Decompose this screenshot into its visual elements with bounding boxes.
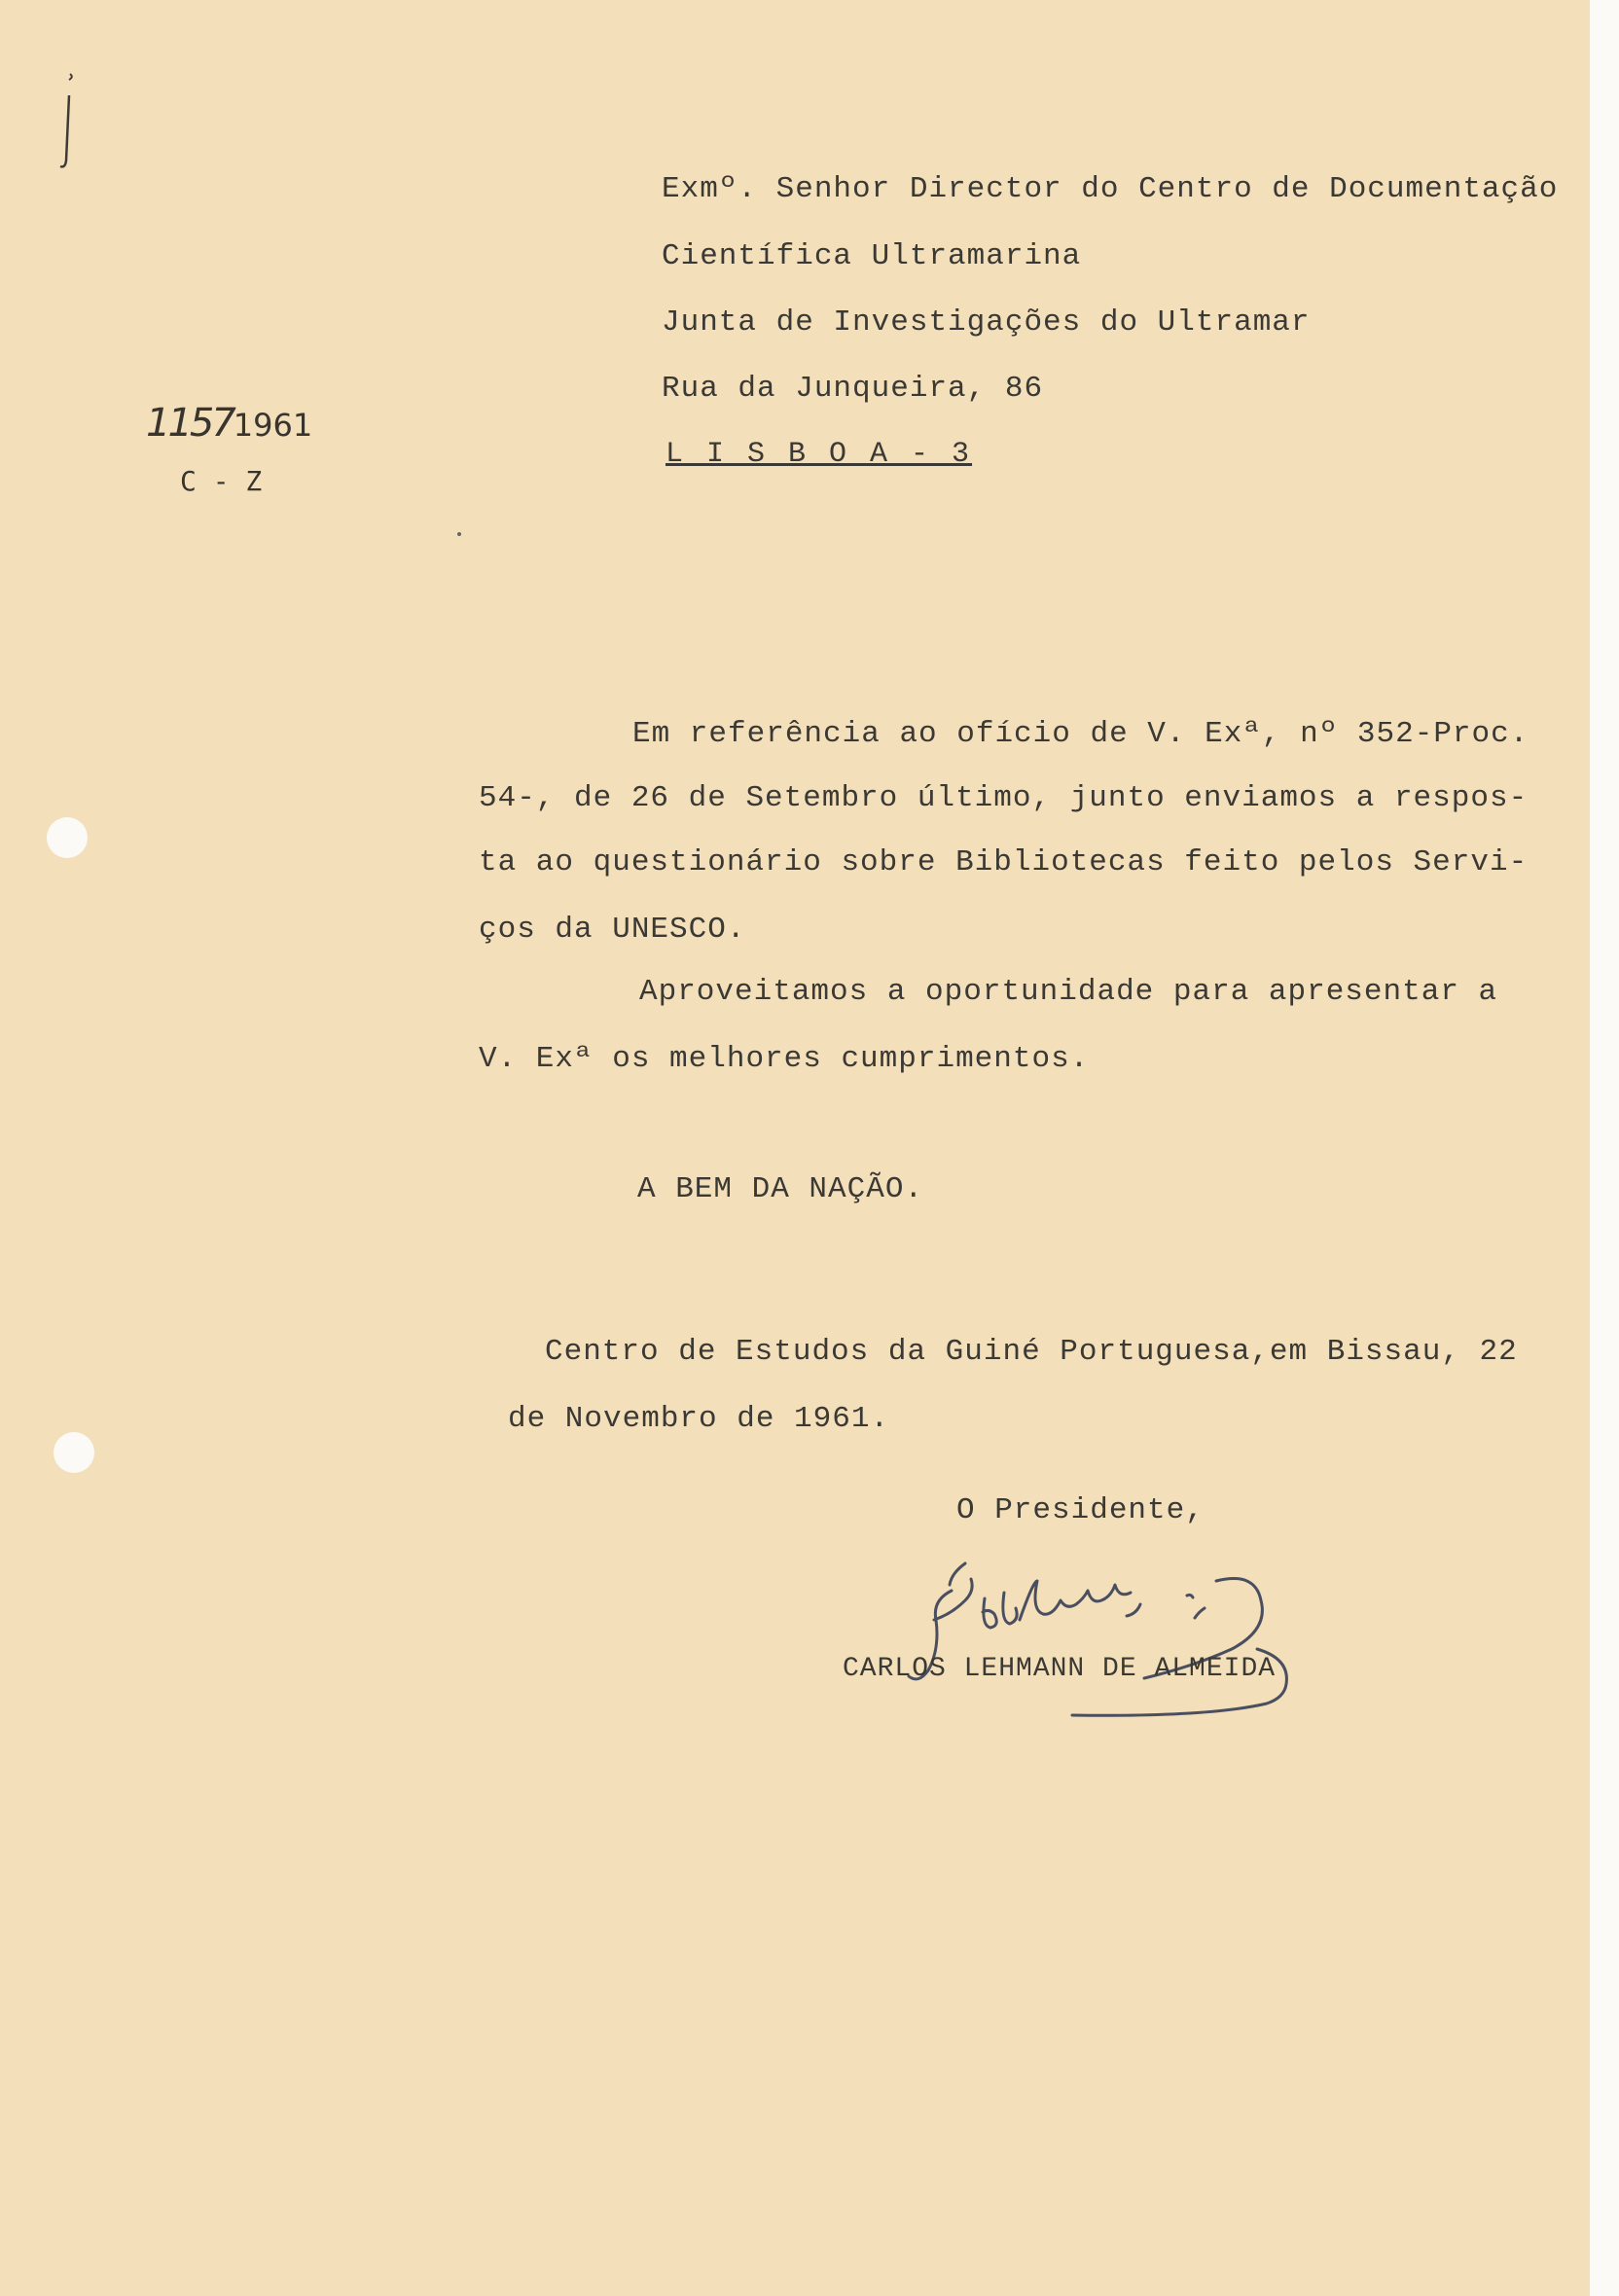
recipient-line-3: Junta de Investigações do Ultramar — [662, 305, 1311, 340]
signatory-title: O Presidente, — [956, 1493, 1205, 1527]
reference-number-handwritten: 1157 — [146, 401, 234, 446]
place-date-line-2: de Novembro de 1961. — [508, 1402, 890, 1436]
recipient-line-4: Rua da Junqueira, 86 — [662, 372, 1044, 406]
punch-hole-lower — [54, 1432, 94, 1473]
recipient-line-2: Científica Ultramarina — [662, 239, 1082, 273]
place-date-line-1: Centro de Estudos da Guiné Portuguesa,em Bissau, 22 — [545, 1335, 1518, 1369]
stray-mark — [457, 532, 461, 536]
signatory-name: CARLOS LEHMANN DE ALMEIDA — [843, 1654, 1277, 1684]
reference-code: C - Z — [180, 465, 263, 497]
body-p2-line-1: Aproveitamos a oportunidade para apresentar a — [639, 975, 1498, 1009]
paper-edge — [1590, 0, 1619, 2296]
body-p1-line-4: ços da UNESCO. — [479, 913, 746, 947]
body-p1-line-2: 54-, de 26 de Setembro último, junto enviamos a respos- — [479, 781, 1529, 815]
margin-tick-mark — [54, 68, 83, 175]
reference-number — [146, 401, 312, 446]
punch-hole-upper — [47, 817, 88, 858]
body-p2-line-2: V. Exª os melhores cumprimentos. — [479, 1042, 1090, 1076]
recipient-city: L I S B O A - 3 — [666, 438, 973, 471]
salutation: A BEM DA NAÇÃO. — [637, 1172, 924, 1206]
recipient-line-1: Exmº. Senhor Director do Centro de Documentação — [662, 172, 1559, 206]
body-p1-line-3: ta ao questionário sobre Bibliotecas feito pelos Servi- — [479, 845, 1529, 879]
reference-year: 1961 — [233, 407, 313, 444]
handwritten-signature — [895, 1552, 1382, 1717]
body-p1-line-1: Em referência ao ofício de V. Exª, nº 352-Proc. — [632, 717, 1529, 751]
